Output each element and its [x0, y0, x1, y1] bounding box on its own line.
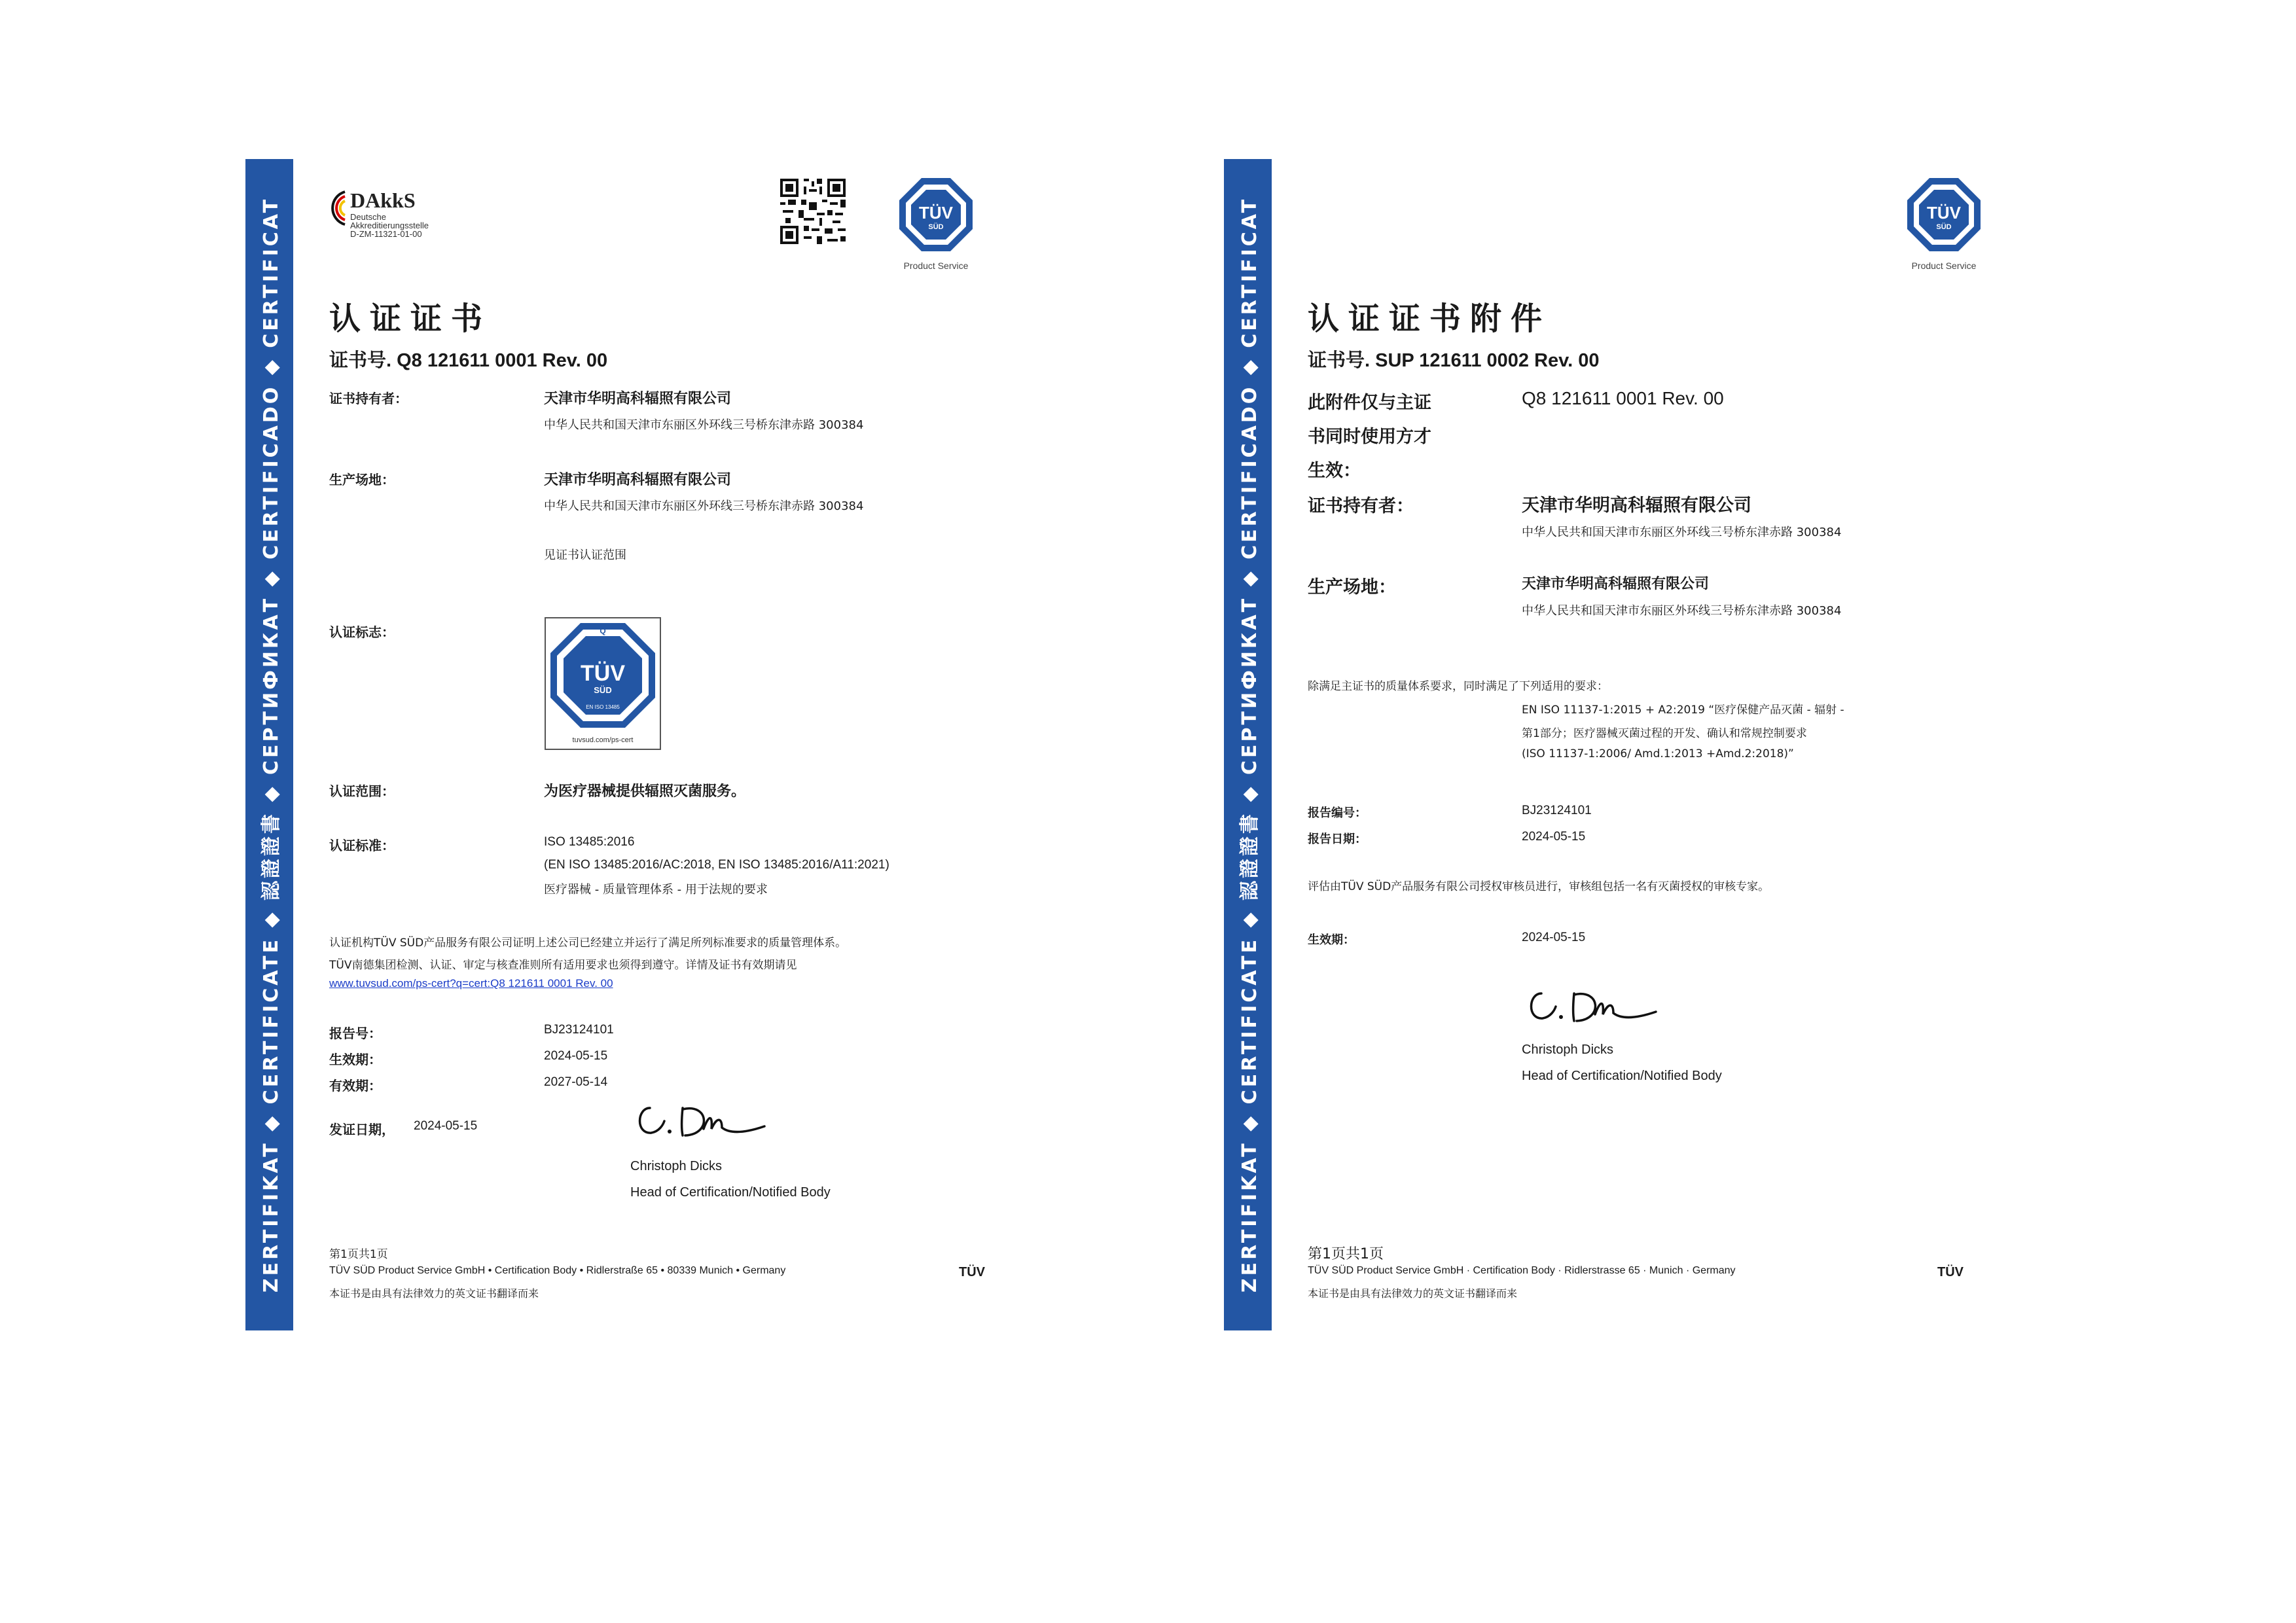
issue-date-label: 发证日期， [329, 1122, 395, 1137]
dakks-subtitle: Deutsche Akkreditierungsstelle D-ZM-11321-01-00 [350, 212, 429, 239]
report-date-value: 2024-05-15 [1522, 830, 1586, 844]
report-label: 报告号： [329, 1026, 382, 1041]
tuv-octagon-icon [1905, 175, 1983, 254]
footer-address: TÜV SÜD Product Service GmbH · Certification Body · Ridlerstrasse 65 · Munich · Germany [1308, 1265, 1736, 1276]
side-band [1224, 159, 1272, 1330]
svg-text:tuvsud.com/ps-cert: tuvsud.com/ps-cert [572, 736, 634, 744]
statement-text: TÜV南德集团检测、认证、审定与核查准则所有适用要求也须得到遵守。详情及证书有效期请见 [329, 959, 797, 972]
footer-tuv-logo: TÜV [1937, 1265, 1964, 1279]
signer-title: Head of Certification/Notified Body [630, 1185, 831, 1200]
scope-reference: 见证书认证范围 [544, 548, 626, 562]
footer-note: 本证书是由具有法律效力的英文证书翻译而来 [1308, 1287, 1518, 1300]
site-name: 天津市华明高科辐照有限公司 [544, 472, 732, 488]
issue-date-value: 2024-05-15 [414, 1119, 478, 1133]
report-value: BJ23124101 [544, 1023, 614, 1037]
holder-address: 中华人民共和国天津市东丽区外环线三号桥东津赤路 300384 [544, 418, 864, 432]
page-number: 第1页共1页 [329, 1248, 388, 1261]
report-date-label: 报告日期： [1308, 832, 1367, 846]
certificate-page [245, 159, 1194, 1330]
page-title: 认证证书附件 [1308, 300, 1552, 337]
signer-title: Head of Certification/Notified Body [1522, 1069, 1722, 1083]
certification-mark [544, 616, 662, 751]
footer-note: 本证书是由具有法律效力的英文证书翻译而来 [329, 1287, 539, 1300]
valid-with-label: 生效： [1308, 461, 1361, 481]
qr-code-icon [780, 179, 846, 244]
standard-line: 医疗器械 - 质量管理体系 - 用于法规的要求 [544, 883, 768, 897]
certificate-number: 证书号. SUP 121611 0002 Rev. 00 [1308, 350, 1600, 371]
holder-name: 天津市华明高科辐照有限公司 [1522, 495, 1751, 516]
mark-label: 认证标志： [329, 624, 395, 640]
dakks-arc-icon [325, 188, 351, 228]
statement-text: 认证机构TÜV SÜD产品服务有限公司证明上述公司已经建立并运行了满足所列标准要求的质量管理体系。 [329, 936, 847, 950]
holder-label: 证书持有者： [329, 391, 408, 406]
footer-address: TÜV SÜD Product Service GmbH • Certification Body • Ridlerstraße 65 • 80339 Munich • Germany [329, 1265, 786, 1276]
standard-line: ISO 13485:2016 [544, 835, 635, 849]
effective-label: 生效期： [329, 1052, 382, 1067]
dakks-name: DAkkS [350, 188, 416, 212]
page-number: 第1页共1页 [1308, 1246, 1384, 1262]
tuv-sud-logo [1905, 175, 1983, 274]
svg-text:SÜD: SÜD [1936, 223, 1952, 231]
valid-with-label: 此附件仅与主证 [1308, 393, 1431, 413]
expiry-label: 有效期： [329, 1078, 382, 1094]
report-label: 报告编号： [1308, 806, 1367, 820]
svg-text:Q: Q [600, 626, 606, 635]
tuv-sud-logo [897, 175, 975, 274]
holder-address: 中华人民共和国天津市东丽区外环线三号桥东津赤路 300384 [1522, 526, 1842, 539]
signer-name: Christoph Dicks [1522, 1043, 1614, 1057]
certificate-link[interactable]: www.tuvsud.com/ps-cert?q=cert:Q8 121611 0001 Rev. 00 [329, 977, 613, 990]
standard-line: (EN ISO 13485:2016/AC:2018, EN ISO 13485:2016/A11:2021) [544, 858, 889, 872]
site-name: 天津市华明高科辐照有限公司 [1522, 576, 1710, 592]
tuv-octagon-icon [897, 175, 975, 254]
tuv-cert-mark-icon [544, 616, 662, 751]
requirement-line: 第1部分；医疗器械灭菌过程的开发、确认和常规控制要求 [1522, 727, 1807, 740]
signer-name: Christoph Dicks [630, 1159, 723, 1173]
requirement-line: EN ISO 11137-1:2015 + A2:2019 “医疗保健产品灭菌 - 辐射 - [1522, 704, 1844, 717]
effective-value: 2024-05-15 [544, 1049, 608, 1063]
site-address: 中华人民共和国天津市东丽区外环线三号桥东津赤路 300384 [1522, 604, 1842, 618]
svg-text:TÜV: TÜV [581, 661, 625, 686]
holder-label: 证书持有者： [1308, 496, 1414, 516]
effective-value: 2024-05-15 [1522, 931, 1586, 944]
standard-label: 认证标准： [329, 838, 395, 853]
product-service-label: Product Service [903, 260, 969, 271]
side-band [245, 159, 293, 1330]
footer-tuv-logo: TÜV [959, 1265, 985, 1279]
holder-name: 天津市华明高科辐照有限公司 [544, 391, 732, 407]
signature-image [630, 1088, 774, 1154]
svg-text:TÜV: TÜV [919, 203, 953, 223]
svg-text:TÜV: TÜV [1927, 203, 1961, 223]
effective-label: 生效期： [1308, 933, 1355, 947]
scope-label: 认证范围： [329, 783, 395, 799]
signature-image [1522, 974, 1666, 1039]
valid-with-value: Q8 121611 0001 Rev. 00 [1522, 388, 1724, 408]
assessment-note: 评估由TÜV SÜD产品服务有限公司授权审核员进行，审核组包括一名有灭菌授权的审核专家。 [1308, 880, 1770, 893]
svg-text:SÜD: SÜD [594, 685, 612, 695]
scope-value: 为医疗器械提供辐照灭菌服务。 [544, 783, 746, 800]
svg-text:EN ISO 13485: EN ISO 13485 [586, 704, 620, 710]
report-value: BJ23124101 [1522, 804, 1592, 817]
band-text: ZERTIFIKAT ◆ CERTIFICATE ◆ 認證證書 ◆ СЕРТИФИКАТ ◆ CERTIFICADO ◆ CERTIFICAT [260, 196, 283, 1293]
band-text: ZERTIFIKAT ◆ CERTIFICATE ◆ 認證證書 ◆ СЕРТИФИКАТ ◆ CERTIFICADO ◆ CERTIFICAT [1238, 196, 1261, 1293]
requirement-line: (ISO 11137-1:2006/ Amd.1:2013 +Amd.2:2018)” [1522, 747, 1794, 760]
valid-with-label: 书同时使用方才 [1308, 427, 1431, 447]
page-title: 认证证书 [329, 300, 492, 337]
product-service-label: Product Service [1911, 260, 1977, 271]
expiry-value: 2027-05-14 [544, 1075, 608, 1089]
svg-text:SÜD: SÜD [928, 223, 944, 231]
site-address: 中华人民共和国天津市东丽区外环线三号桥东津赤路 300384 [544, 499, 864, 513]
certificate-number: 证书号. Q8 121611 0001 Rev. 00 [329, 350, 608, 371]
site-label: 生产场地： [1308, 577, 1396, 597]
site-label: 生产场地： [329, 472, 395, 488]
dakks-logo [325, 182, 489, 254]
annex-page [1224, 159, 2173, 1330]
requirements-intro: 除满足主证书的质量体系要求，同时满足了下列适用的要求： [1308, 680, 1608, 693]
